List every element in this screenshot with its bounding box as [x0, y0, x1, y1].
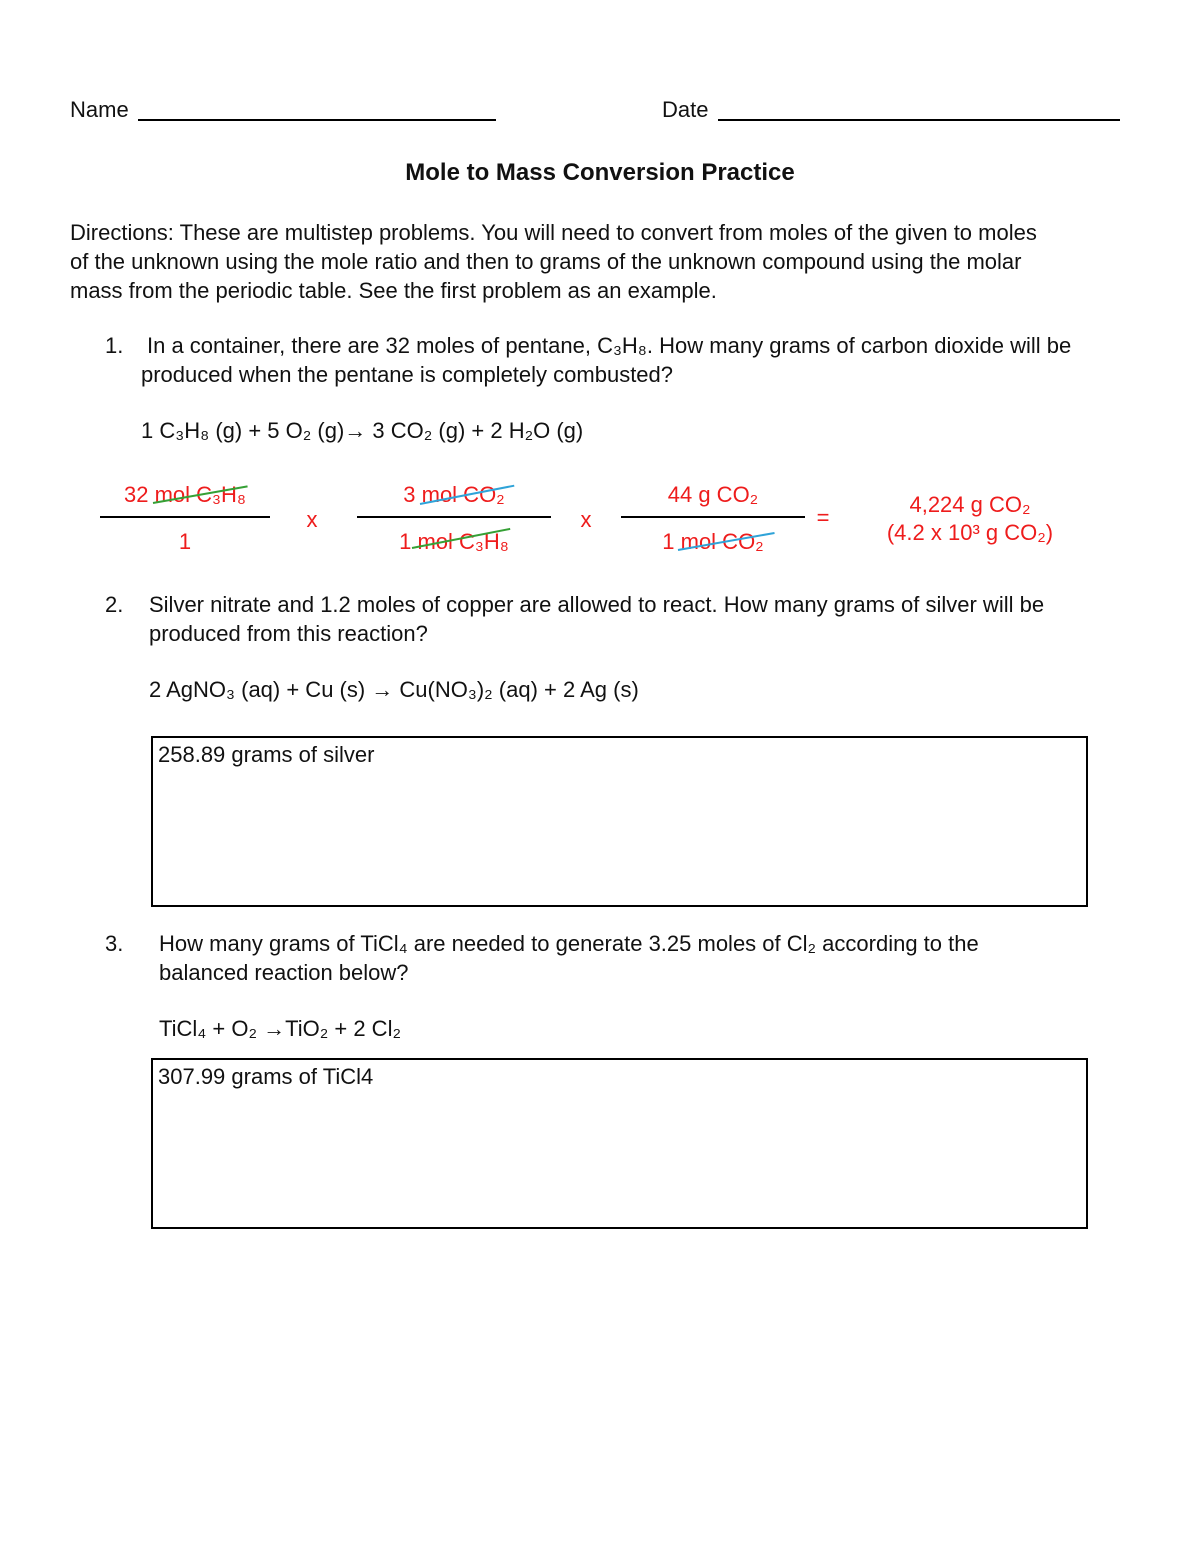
- directions-line-2: of the unknown using the mole ratio and then to grams of the unknown compound using the molar: [70, 249, 1022, 274]
- problem-3-line-2: balanced reaction below?: [159, 960, 409, 985]
- answer-box-2[interactable]: [151, 736, 1088, 907]
- answer-3-text: 307.99 grams of TiCl4: [158, 1064, 374, 1089]
- fraction-bar-2: [357, 516, 551, 518]
- answer-box-3[interactable]: [151, 1058, 1088, 1229]
- date-line[interactable]: [718, 119, 1120, 121]
- problem-2-number: 2.: [105, 592, 124, 617]
- frac3-denominator: 1 mol CO₂: [662, 529, 764, 554]
- times-symbol-1: x: [306, 507, 318, 532]
- equals-symbol: =: [816, 505, 830, 530]
- problem-3-line-1: How many grams of TiCl₄ are needed to generate 3.25 moles of Cl₂ according to the: [159, 931, 979, 956]
- problem-3-equation: TiCl₄ + O₂ →TiO₂ + 2 Cl₂: [159, 1016, 401, 1041]
- problem-1-line-2: produced when the pentane is completely combusted?: [141, 362, 674, 387]
- problem-1-line-1: In a container, there are 32 moles of pentane, C₃H₈. How many grams of carbon dioxide will be: [147, 333, 1072, 358]
- directions-line-1: Directions: These are multistep problems. You will need to convert from moles of the given to moles: [70, 220, 1037, 245]
- date-label: Date: [662, 97, 709, 122]
- frac1-denominator: 1: [178, 529, 192, 554]
- name-label: Name: [70, 97, 129, 122]
- frac3-numerator: 44 g CO₂: [667, 482, 759, 507]
- frac2-denominator: 1 mol C₃H₈: [399, 529, 509, 554]
- answer-2-text: 258.89 grams of silver: [158, 742, 375, 767]
- name-line[interactable]: [138, 119, 496, 121]
- problem-2-equation: 2 AgNO₃ (aq) + Cu (s) → Cu(NO₃)₂ (aq) + 2 Ag (s): [149, 677, 639, 702]
- problem-1-equation: 1 C₃H₈ (g) + 5 O₂ (g)→ 3 CO₂ (g) + 2 H₂O (g): [141, 418, 584, 443]
- frac2-numerator: 3 mol CO₂: [403, 482, 505, 507]
- times-symbol-2: x: [580, 507, 592, 532]
- result-grams: 4,224 g CO₂: [909, 492, 1031, 517]
- page-title: Mole to Mass Conversion Practice: [405, 159, 795, 186]
- problem-2-line-1: Silver nitrate and 1.2 moles of copper are allowed to react. How many grams of silver will be: [149, 592, 1045, 617]
- frac1-numerator: 32 mol C₃H₈: [124, 482, 246, 507]
- problem-1-number: 1.: [105, 333, 124, 358]
- problem-2-line-2: produced from this reaction?: [149, 621, 428, 646]
- problem-3-number: 3.: [105, 931, 124, 956]
- fraction-bar-1: [100, 516, 270, 518]
- result-scientific: (4.2 x 10³ g CO₂): [886, 520, 1054, 545]
- directions-line-3: mass from the periodic table. See the first problem as an example.: [70, 278, 717, 303]
- fraction-bar-3: [621, 516, 805, 518]
